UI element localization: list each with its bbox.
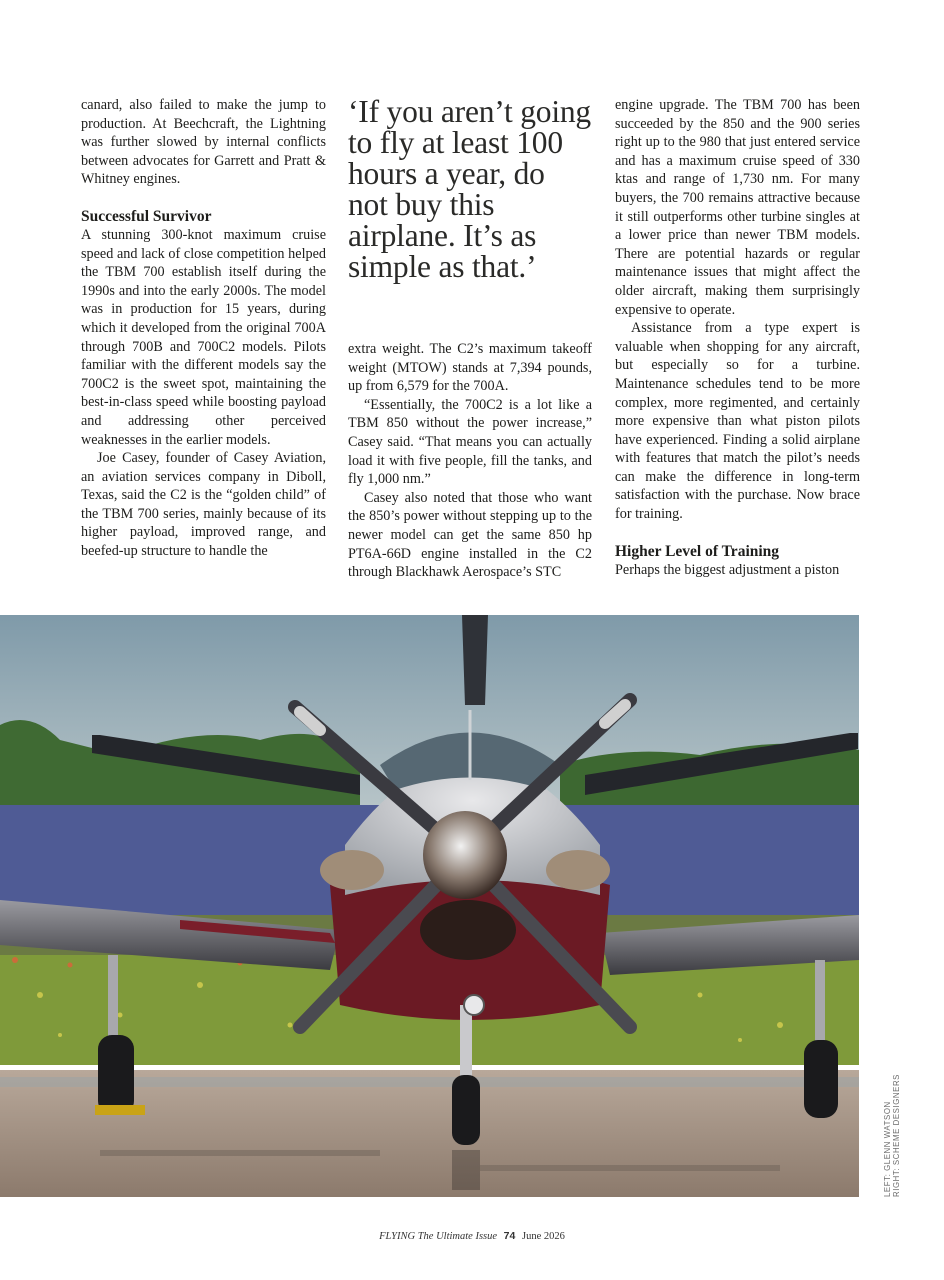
magazine-name: FLYING [379,1231,416,1242]
section-heading: Successful Survivor [81,207,212,225]
paragraph: extra weight. The C2’s maximum takeoff weight (MTOW) stands at 7,394 pounds, up from 6,579 for the 700A. [348,341,592,395]
article-column-2 [348,96,592,582]
issue-name: The Ultimate Issue [417,1231,498,1242]
paragraph: canard, also failed to make the jump to production. At Beechcraft, the Lightning was further slowed by internal conflicts between advocates for Garrett and Pratt & Whitney engines. [81,97,326,188]
paragraph: A stunning 300-knot maximum cruise speed and lack of close competition helped the TBM 700 establish itself during the 1990s and into the early 2000s. The model was in production for 15 years, during which it developed from the original 700A through 700B and 700C2 models. Pilots familiar with the different models say the 700C2 is the sweet spot, maintaining the best-in-class speed while boosting payload and addressing other perceived weaknesses in the earlier models. [81,226,326,448]
article-column-1 [81,96,326,561]
paragraph: engine upgrade. The TBM 700 has been succeeded by the 850 and the 900 series right up to the 980 that just entered service and has a maximum cruise speed of 330 ktas and range of 1,730 nm. For many buyers, the 700 remains attractive because it still outperforms other turbine singles at a lower price than newer TBM models. There are potential hazards or regular maintenance issues that might affect the older aircraft, making them surprisingly expensive to operate. [615,97,860,318]
paragraph: “Essentially, the 700C2 is a lot like a TBM 850 without the power increase,” Casey said. “That means you can actually load it with five people, fill the tanks, and fly 1,000 nm.” [348,396,592,488]
paragraph: Assistance from a type expert is valuable when shopping for any aircraft, but especially so for a turbine. Maintenance schedules tend to be more complex, more regimented, and certainly more expensive than what piston pilots have experienced. Finding a solid airplane with features that match the pilot’s needs can make the difference in long-term satisfaction with the purchase. Now brace for training. [615,320,860,523]
photo-credit [883,1074,901,1197]
pull-quote: ‘If you aren’t going to fly at least 100 hours a year, do not buy this airplane. It’s as simple as that.’ [348,94,591,284]
page-number: 74 [503,1230,516,1242]
page-footer [0,1230,944,1242]
airplane-illustration [0,615,859,1197]
airplane-photo [0,615,859,1197]
issue-date: June 2026 [521,1231,565,1242]
paragraph: Perhaps the biggest adjustment a piston [615,561,840,578]
paragraph: Joe Casey, founder of Casey Aviation, an aviation services company in Diboll, Texas, said the C2 is the “golden child” of the TBM 700 series, mainly because of its higher payload, improved range, and beefed-up structure to handle the [81,450,326,560]
credit-line: RIGHT: SCHEME DESIGNERS [892,1074,901,1197]
article-column-3 [615,96,860,579]
paragraph: Casey also noted that those who want the 850’s power without stepping up to the newer model can get the same 850 hp PT6A-66D engine installed in the C2 through Blackhawk Aerospace’s STC [348,489,592,581]
credit-line: LEFT: GLENN WATSON [883,1101,892,1197]
section-heading: Higher Level of Training [615,542,780,560]
